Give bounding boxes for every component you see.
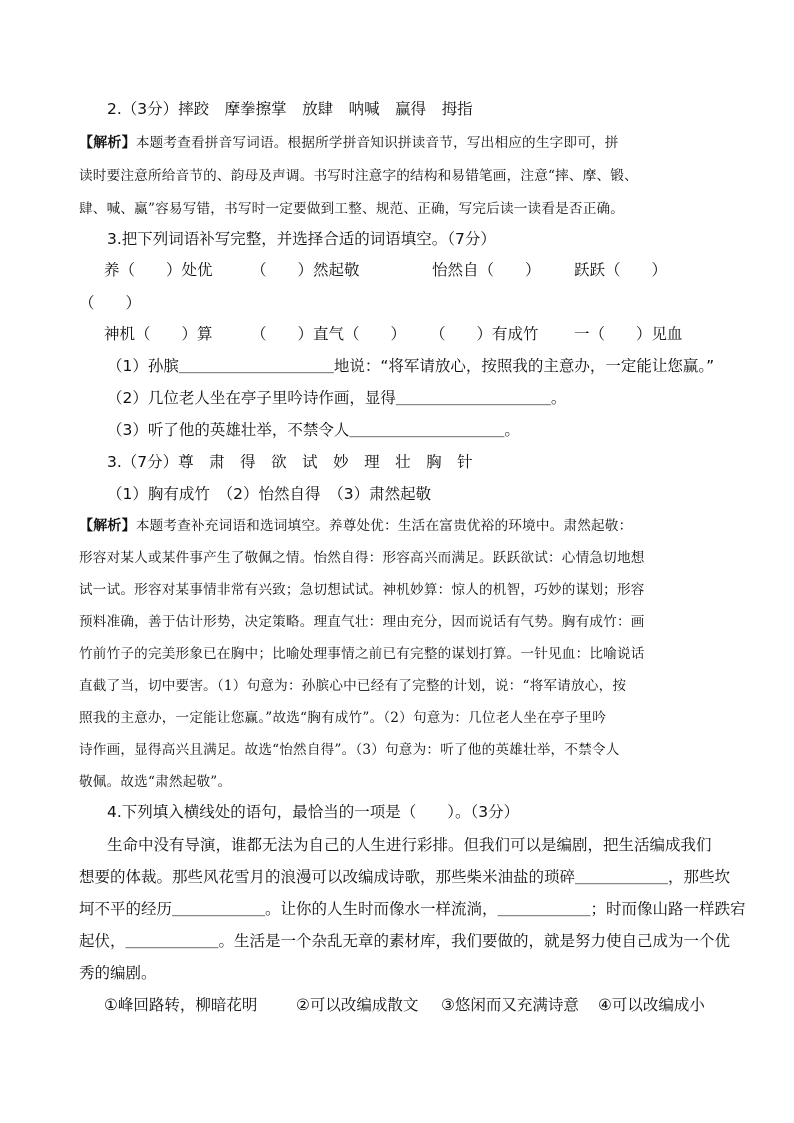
q3-answer-line-1: 3.（7分）尊 肃 得 欲 试 妙 理 壮 胸 针 bbox=[107, 453, 473, 471]
q3-blank-2: （2）几位老人坐在亭子里吟诗作画，显得＿＿＿＿＿＿＿＿＿＿。 bbox=[107, 389, 567, 407]
q4-option-1: ①峰回路转，柳暗花明 bbox=[104, 996, 258, 1014]
q3-word-1-1: 养（ ）处优 bbox=[104, 261, 213, 279]
q3-blank-3: （3）听了他的英雄壮举，不禁令人＿＿＿＿＿＿＿＿＿＿。 bbox=[107, 421, 520, 439]
q3-blank-1: （1）孙膑＿＿＿＿＿＿＿＿＿＿地说：“将军请放心，按照我的主意办，一定能让您赢。” bbox=[107, 357, 715, 375]
q3-word-1-3: 怡然自（ ） bbox=[432, 261, 541, 279]
q2-explanation-line-3: 肆、喊、赢”容易写错，书写时一定要做到工整、规范、正确，写完后读一读看是否正确。 bbox=[79, 201, 625, 217]
q4-title: 4.下列填入横线处的语句，最恰当的一项是（ ）。（3分） bbox=[107, 803, 520, 821]
q3-explanation-line-7: 照我的主意办，一定能让您赢。”故选“胸有成竹”。（2）句意为：几位老人坐在亭子里吟 bbox=[79, 710, 607, 726]
q3-explanation-line-6: 直截了当，切中要害。（1）句意为：孙膑心中已经有了完整的计划，说：“将军请放心，按 bbox=[79, 678, 627, 694]
q3-word-2-2: （ ）直气（ ） bbox=[251, 325, 407, 343]
q3-word-2-4: 一（ ）见血 bbox=[574, 325, 683, 343]
q3-explanation-line-3: 试一试。形容对某事情非常有兴致；急切想试试。神机妙算：惊人的机智，巧妙的谋划；形容 bbox=[79, 582, 645, 598]
explanation-tag: 【解析】 bbox=[79, 135, 136, 151]
q3-explanation-line-4: 预料准确，善于估计形势，决定策略。理直气壮：理由充分，因而说话有气势。胸有成竹：画 bbox=[79, 614, 645, 630]
q4-option-3: ③悠闲而又充满诗意 bbox=[441, 996, 579, 1014]
q4-passage-line-2: 想要的体裁。那些风花雪月的浪漫可以改编成诗歌，那些柴米油盐的琐碎＿＿＿＿＿＿，那些坎 bbox=[79, 868, 731, 886]
q3-title: 3.把下列词语补写完整，并选择合适的词语填空。（7分） bbox=[107, 230, 496, 248]
q2-explanation-line-2: 读时要注意所给音节的、韵母及声调。书写时注意字的结构和易错笔画，注意“摔、摩、锻、 bbox=[79, 168, 638, 184]
q4-passage-line-5: 秀的编剧。 bbox=[79, 964, 157, 982]
q4-option-2: ②可以改编成散文 bbox=[296, 996, 419, 1014]
q3-explanation-line-9: 敬佩。故选“肃然起敬”。 bbox=[79, 774, 232, 790]
q4-passage-line-1: 生命中没有导演，谁都无法为自己的人生进行彩排。但我们可以是编剧，把生活编成我们 bbox=[107, 836, 712, 854]
q3-word-2-1: 神机（ ）算 bbox=[104, 325, 213, 343]
q4-option-4: ④可以改编成小 bbox=[598, 996, 705, 1014]
q2-answer: 2.（3分）摔跤 摩拳擦掌 放肆 呐喊 赢得 拇指 bbox=[107, 100, 473, 118]
q3-word-1-wrap: （ ） bbox=[79, 294, 142, 312]
q3-explanation-line-8: 诗作画，显得高兴且满足。故选“怡然自得”。（3）句意为：听了他的英雄壮举，不禁令人 bbox=[79, 742, 620, 758]
q4-passage-line-3: 坷不平的经历＿＿＿＿＿＿。让你的人生时而像水一样流淌，＿＿＿＿＿＿；时而像山路一样跌宕 bbox=[79, 900, 746, 918]
q4-passage-line-4: 起伏，＿＿＿＿＿＿。生活是一个杂乱无章的素材库，我们要做的，就是努力使自己成为一个优 bbox=[79, 932, 731, 950]
q3-word-1-4: 跃跃（ ） bbox=[574, 261, 668, 279]
q3-word-2-3: （ ）有成竹 bbox=[430, 325, 539, 343]
q3-word-1-2: （ ）然起敬 bbox=[251, 261, 360, 279]
q3-answer-line-2: （1）胸有成竹 （2）怡然自得 （3）肃然起敬 bbox=[107, 485, 432, 503]
q3-explanation-line-2: 形容对某人或某件事产生了敬佩之情。怡然自得：形容高兴而满足。跃跃欲试：心情急切地想 bbox=[79, 550, 645, 566]
q3-explanation-line-1: 【解析】本题考查补充词语和选词填空。养尊处优：生活在富贵优裕的环境中。肃然起敬： bbox=[79, 518, 633, 534]
explanation-tag: 【解析】 bbox=[79, 518, 136, 534]
q2-explanation-line-1: 【解析】本题考查看拼音写词语。根据所学拼音知识拼读音节，写出相应的生字即可，拼 bbox=[79, 135, 619, 151]
q3-explanation-line-5: 竹前竹子的完美形象已在胸中；比喻处理事情之前已有完整的谋划打算。一针见血：比喻说话 bbox=[79, 646, 645, 662]
